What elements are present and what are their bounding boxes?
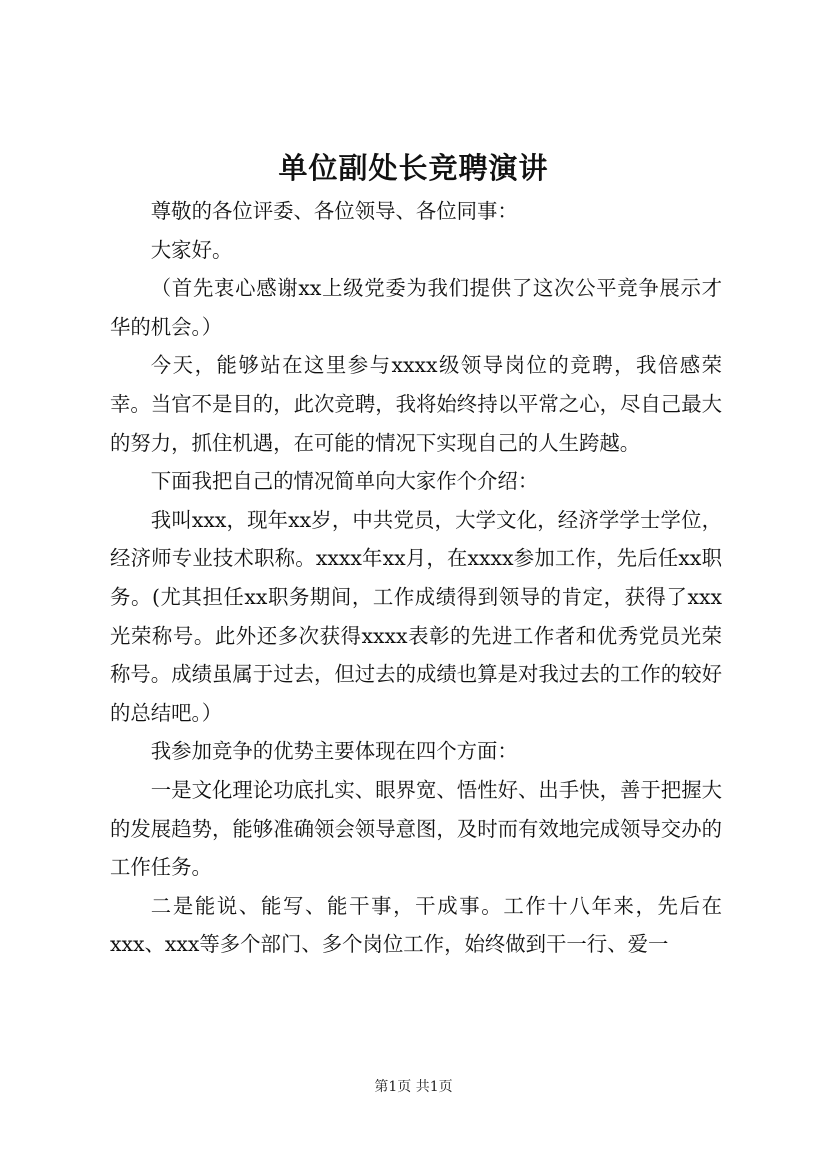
paragraph-intro-lead: 下面我把自己的情况简单向大家作个介绍：: [150, 469, 539, 494]
paragraph-salutation: 尊敬的各位评委、各位领导、各位同事：: [150, 199, 518, 223]
document-title: 单位副处长竞聘演讲: [278, 151, 549, 185]
paragraph-opening: 今天，能够站在这里参与xxxx级领导岗位的竞聘，我倍感荣幸。当官不是目的，此次竞聘，我将始终持以平常之心，尽自己最大的努力，抓住机遇，在可能的情况下实现自己的人生跨越。: [110, 353, 722, 455]
paragraph-self-intro: 我叫xxx，现年xx岁，中共党员，大学文化，经济学学士学位，经济师专业技术职称。xxxx年xx月，在xxxx参加工作，先后任xx职务。(尤其担任xx职务期间，工作成绩得到领导的肯定，获得了xxx光荣称号。此外还多次获得xxxx表彰的先进工作者和优秀党员光荣称号。成绩虽属于过去，但过去的成绩也算是对我过去的工作的较好的总结吧。）: [110, 507, 722, 725]
paragraph-advantage-two: 二是能说、能写、能干事，干成事。工作十八年来，先后在xxx、xxx等多个部门、多个岗位工作，始终做到干一行、爱一: [110, 893, 722, 957]
document-body: [110, 192, 722, 964]
paragraph-advantages-lead: 我参加竞争的优势主要体现在四个方面：: [150, 739, 518, 764]
paragraph-advantage-one: 一是文化理论功底扎实、眼界宽、悟性好、出手快，善于把握大的发展趋势，能够准确领会领导意图，及时而有效地完成领导交办的工作任务。: [110, 777, 722, 880]
paragraph-greeting: 大家好。: [150, 237, 233, 262]
paragraph-thanks: （首先衷心感谢xx上级党委为我们提供了这次公平竞争展示才华的机会。）: [110, 276, 722, 339]
page-footer: 第1页 共1页: [374, 1079, 453, 1095]
